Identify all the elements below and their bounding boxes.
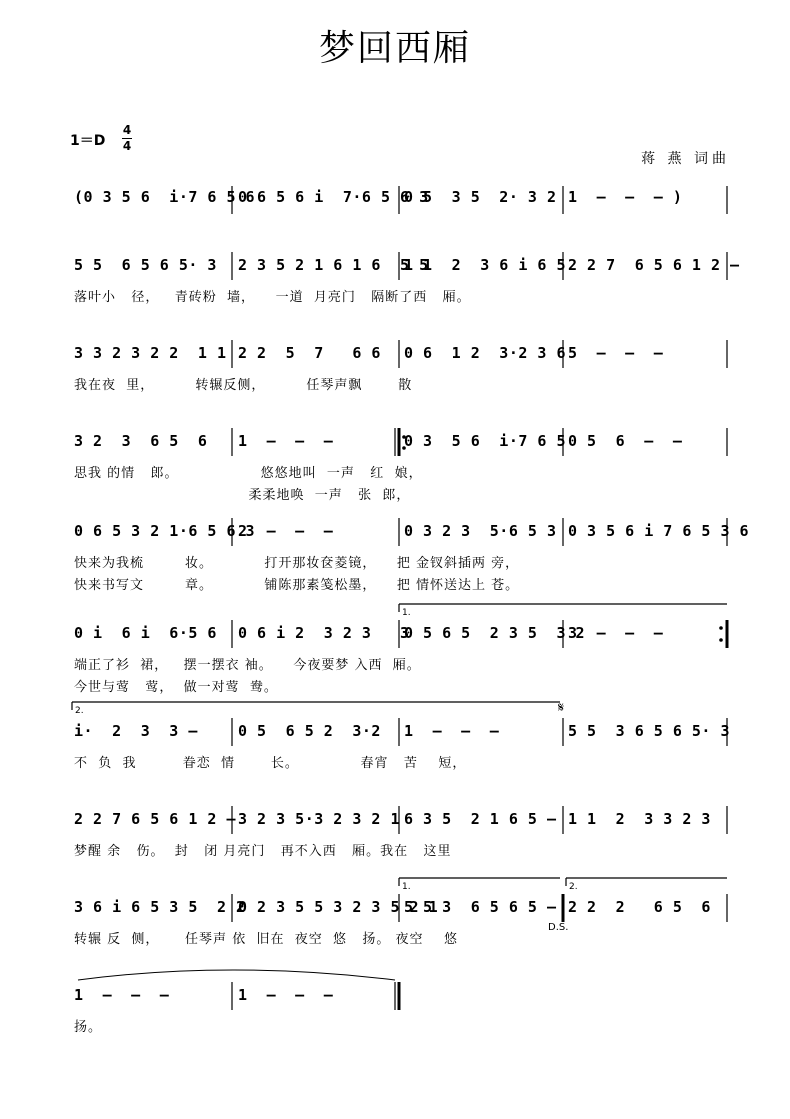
- measure-notes: 1 1 2 3 3 2 3: [568, 810, 711, 828]
- svg-text:1.: 1.: [402, 608, 411, 618]
- measure-notes: 0 3 2 3 5·6 5 3: [404, 522, 557, 540]
- lyric-line: 今世与莺 莺， 做一对莺 鸯。: [74, 680, 278, 695]
- lyric-line: 快来书写文 章。 铺陈那素笺松墨， 把 情怀送达上 苍。: [74, 578, 520, 593]
- lyric-line: 柔柔地唤 一声 张 郎，: [74, 488, 411, 503]
- measure-notes: 0 6 5 6 i 7·6 5 6 3: [238, 188, 429, 206]
- measure-notes: 2 2 7 6 5 6 1 2 –: [568, 256, 740, 274]
- measure-notes: 1 – – –: [238, 432, 334, 450]
- measure-notes: 3 2 3 5·3 2 3 2 1: [238, 810, 401, 828]
- ds-mark: D.S.: [548, 922, 569, 933]
- lyric-line: 梦醒 余 伤。 封 闭 月亮门 再不入西 厢。我在 这里: [74, 844, 452, 859]
- segno-icon: 𝄋: [558, 700, 565, 716]
- measure-notes: (0 3 5 6 i·7 6 5 6: [74, 188, 256, 206]
- measure-notes: 1 – – –: [404, 722, 500, 740]
- song-title: 梦回西厢: [318, 28, 471, 69]
- lyric-line: 我在夜 里， 转辗反侧， 任琴声飘 散: [74, 378, 413, 393]
- measure-notes: 0 i 6 i 6·5 6: [74, 624, 217, 642]
- measure-notes: 0 5 6 5 2 3·2: [238, 722, 381, 740]
- lyric-line: 落叶小 径， 青砖粉 墙， 一道 月亮门 隔断了西 厢。: [74, 290, 471, 305]
- measure-notes: 5 5 6 5 6 5· 3: [74, 256, 217, 274]
- measure-notes: 3 3 2 3 2 2 1 1: [74, 344, 227, 362]
- measure-notes: 1 – – –: [74, 986, 170, 1004]
- time-signature: 4 4: [122, 123, 132, 153]
- measure-notes: 2 – – –: [238, 522, 334, 540]
- measure-notes: 5 – – –: [568, 344, 664, 362]
- svg-text:2.: 2.: [75, 706, 84, 716]
- measure-notes: 3 – – –: [568, 624, 664, 642]
- measure-notes: 1 – – –: [238, 986, 334, 1004]
- measure-notes: 1 1 2 3 6 i 6 5: [404, 256, 567, 274]
- lyric-line: 端正了衫 裙， 摆一摆衣 袖。 今夜要梦 入西 厢。: [74, 658, 421, 673]
- measure-notes: 6 3 5 2 1 6 5 –: [404, 810, 557, 828]
- measure-notes: 5 5 3 6 5 6 5· 3: [568, 722, 731, 740]
- measure-notes: 0 5 3 5 2· 3 2: [404, 188, 557, 206]
- lyric-line: 不 负 我 眷恋 情 长。 春宵 苦 短，: [74, 756, 467, 771]
- lyric-line: 扬。: [74, 1020, 103, 1035]
- measure-notes: 2 3 5 2 1 6 1 6 5 5: [238, 256, 429, 274]
- measure-notes: 2 2 7 6 5 6 1 2 –: [74, 810, 237, 828]
- measure-notes: 0 6 1 2 3·2 3 6: [404, 344, 567, 362]
- composer-credit: 蒋 燕 词曲: [641, 151, 730, 167]
- measure-notes: 3 2 3 6 5 6: [74, 432, 208, 450]
- measure-notes: 1 – – – ): [568, 188, 683, 206]
- svg-text:1.: 1.: [402, 882, 411, 892]
- lyric-line: 转辗 反 侧， 任琴声 依 旧在 夜空 悠 扬。 夜空 悠: [74, 932, 459, 947]
- svg-text:2.: 2.: [569, 882, 578, 892]
- measure-notes: 5 5 3 6 5 6 5 –: [404, 898, 557, 916]
- measure-notes: i· 2 3 3 –: [74, 722, 198, 740]
- measure-notes: 2 2 2 6 5 6: [568, 898, 711, 916]
- measure-notes: 0 5 6 – –: [568, 432, 683, 450]
- key-signature: 1＝D: [70, 133, 106, 149]
- measure-notes: 0 3 5 6 i·7 6 5: [404, 432, 567, 450]
- measure-notes: 0 3 5 6 i 7 6 5 3 6: [568, 522, 750, 540]
- measure-notes: 0 2 3 5 5 3 2 3 5 2 1: [238, 898, 439, 916]
- lyric-line: 思我 的情 郎。 悠悠地叫 一声 红 娘，: [74, 466, 423, 481]
- measure-notes: 0 6 5 3 2 1·6 5 6 3: [74, 522, 256, 540]
- measure-notes: 2 2 5 7 6 6: [238, 344, 381, 362]
- measure-notes: 0 5 6 5 2 3 5 3 2: [404, 624, 586, 642]
- measure-notes: 3 6 i 6 5 3 5 2 2: [74, 898, 246, 916]
- lyric-line: 快来为我梳 妆。 打开那妆奁菱镜， 把 金钗斜插两 旁，: [74, 556, 520, 571]
- measure-notes: 0 6 i 2 3 2 3 3: [238, 624, 410, 642]
